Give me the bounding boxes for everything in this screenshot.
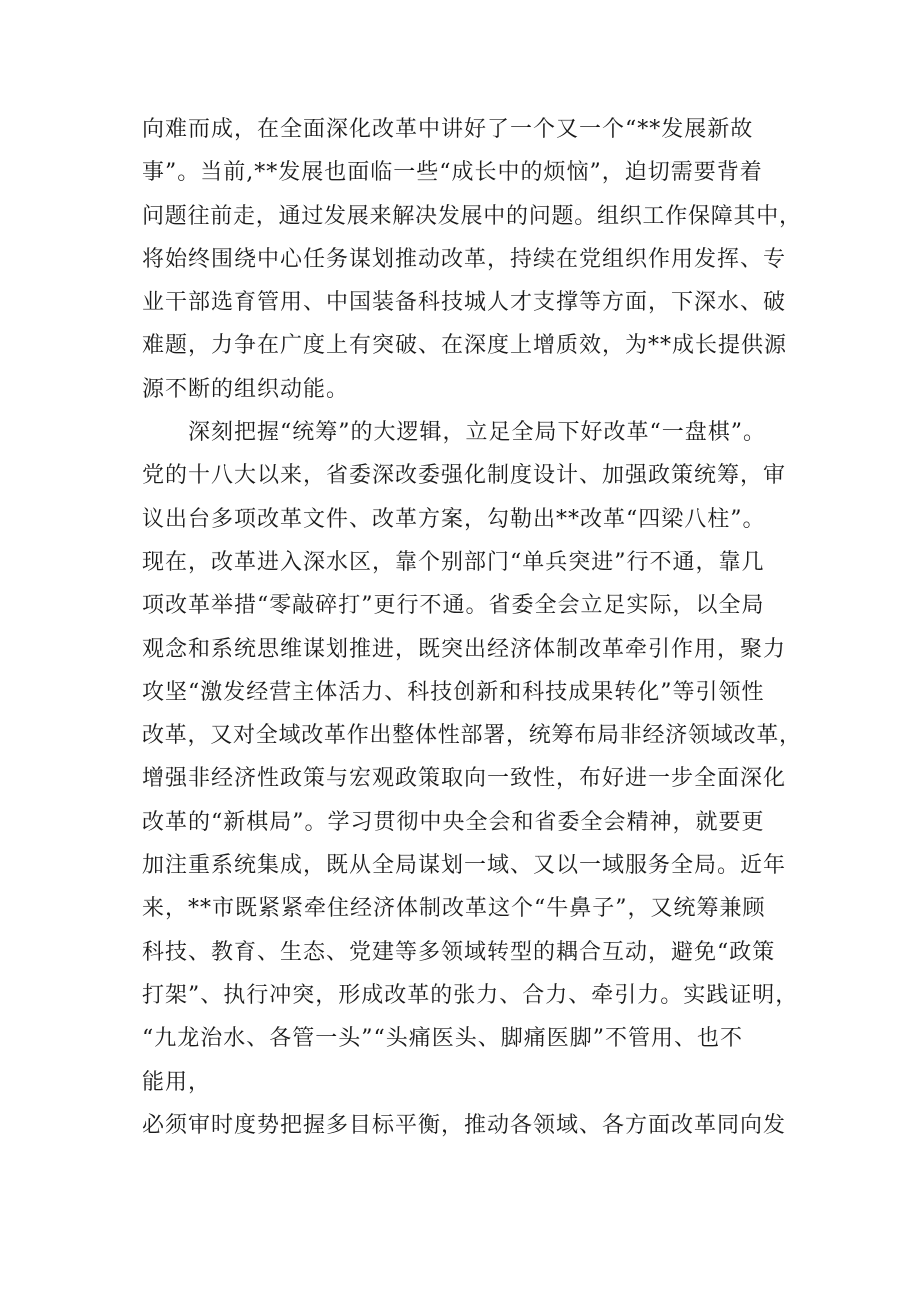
text-line: 党的十八大以来，省委深改委强化制度设计、加强政策统筹，审 (142, 463, 787, 489)
text-line: 改革的“新棋局”。学习贯彻中央全会和省委全会精神，就要更 (142, 809, 765, 835)
text-line: 打架”、执行冲突，形成改革的张力、合力、牵引力。实践证明， (142, 982, 799, 1008)
text-line: 将始终围绕中心任务谋划推动改革，持续在党组织作用发挥、专 (142, 246, 787, 272)
text-line: 现在，改革进入深水区，靠个别部门“单兵突进”行不通，靠几 (142, 549, 765, 575)
text-line: “九龙治水、各管一头”“头痛医头、脚痛医脚”不管用、也不 (142, 1026, 743, 1052)
text-line: 改革，又对全域改革作出整体性部署，统筹布局非经济领域改革， (142, 723, 802, 749)
text-line: 增强非经济性政策与宏观政策取向一致性，布好进一步全面深化 (142, 766, 787, 792)
text-line: 科技、教育、生态、党建等多领域转型的耦合互动，避免“政策 (142, 939, 776, 965)
document-body (142, 108, 802, 1147)
text-line: 难题，力争在广度上有突破、在深度上增质效，为**成长提供源 (142, 333, 788, 359)
text-line: 观念和系统思维谋划推进，既突出经济体制改革牵引作用，聚力 (142, 636, 787, 662)
text-line: 议出台多项改革文件、改革方案，勾勒出**改革“四梁八柱”。 (142, 506, 766, 532)
text-line: 攻坚“激发经营主体活力、科技创新和科技成果转化”等引领性 (142, 679, 765, 705)
paragraph-start-line: 深刻把握“统筹”的大逻辑，立足全局下好改革“一盘棋”。 (188, 420, 766, 446)
text-line: 源不断的组织动能。 (142, 376, 350, 402)
text-line: 来，**市既紧紧牵住经济体制改革这个“牛鼻子”，又统筹兼顾 (142, 896, 766, 922)
text-line: 向难而成，在全面深化改革中讲好了一个又一个“**发展新故 (142, 117, 754, 142)
text-line: 项改革举措“零敲碎打”更行不通。省委全会立足实际，以全局 (142, 593, 765, 619)
text-line: 能用， (142, 1069, 212, 1095)
text-line: 业干部选育管用、中国装备科技城人才支撑等方面，下深水、破 (142, 290, 787, 316)
text-line: 事”。当前,**发展也面临一些“成长中的烦恼”，迫切需要背着 (142, 160, 763, 186)
text-line: 加注重系统集成，既从全局谋划一域、又以一域服务全局。近年 (142, 853, 787, 879)
text-line: 问题往前走，通过发展来解决发展中的问题。组织工作保障其中， (142, 203, 802, 229)
text-line: 必须审时度势把握多目标平衡，推动各领域、各方面改革同向发 (142, 1112, 787, 1138)
